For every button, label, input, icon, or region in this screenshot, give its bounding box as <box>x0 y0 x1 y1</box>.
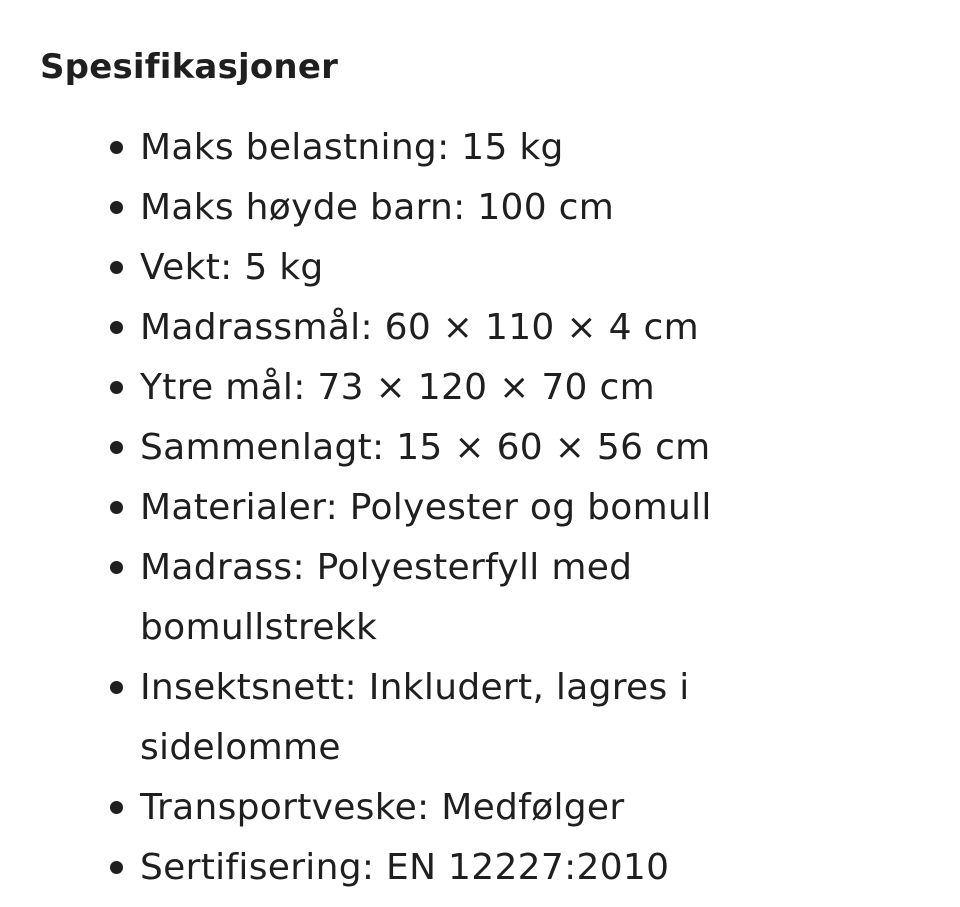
spec-item-folded-size <box>140 418 930 478</box>
bullet-icon <box>110 441 123 454</box>
spec-item-max-load <box>140 118 930 178</box>
bullet-icon <box>110 261 123 274</box>
spec-item-certification <box>140 838 930 898</box>
spec-item-transport-bag <box>140 778 930 838</box>
spec-text: Maks høyde barn: 100 cm <box>140 187 615 228</box>
bullet-icon <box>110 381 123 394</box>
spec-item-max-height <box>140 178 930 238</box>
specifications-title: Spesifikasjoner <box>40 47 339 87</box>
spec-text: Madrassmål: 60 × 110 × 4 cm <box>140 307 699 348</box>
bullet-icon <box>110 561 123 574</box>
bullet-icon <box>110 201 123 214</box>
specifications-list <box>140 118 930 898</box>
bullet-icon <box>110 681 123 694</box>
spec-text: Insektsnett: Inkludert, lagres i sidelomme <box>140 667 690 768</box>
spec-item-weight <box>140 238 930 298</box>
spec-item-mattress-size <box>140 298 930 358</box>
spec-text: Sertifisering: EN 12227:2010 <box>140 847 670 888</box>
bullet-icon <box>110 321 123 334</box>
spec-text: Madrass: Polyesterfyll med bomullstrekk <box>140 547 633 648</box>
spec-text: Vekt: 5 kg <box>140 247 324 288</box>
bullet-icon <box>110 801 123 814</box>
bullet-icon <box>110 861 123 874</box>
bullet-icon <box>110 501 123 514</box>
spec-item-outer-size <box>140 358 930 418</box>
spec-item-materials <box>140 478 930 538</box>
spec-item-insect-net <box>140 658 740 778</box>
spec-text: Maks belastning: 15 kg <box>140 127 564 168</box>
spec-text: Materialer: Polyester og bomull <box>140 487 712 528</box>
spec-text: Transportveske: Medfølger <box>140 787 625 828</box>
spec-text: Sammenlagt: 15 × 60 × 56 cm <box>140 427 711 468</box>
spec-item-mattress <box>140 538 740 658</box>
bullet-icon <box>110 141 123 154</box>
spec-text: Ytre mål: 73 × 120 × 70 cm <box>140 367 655 408</box>
